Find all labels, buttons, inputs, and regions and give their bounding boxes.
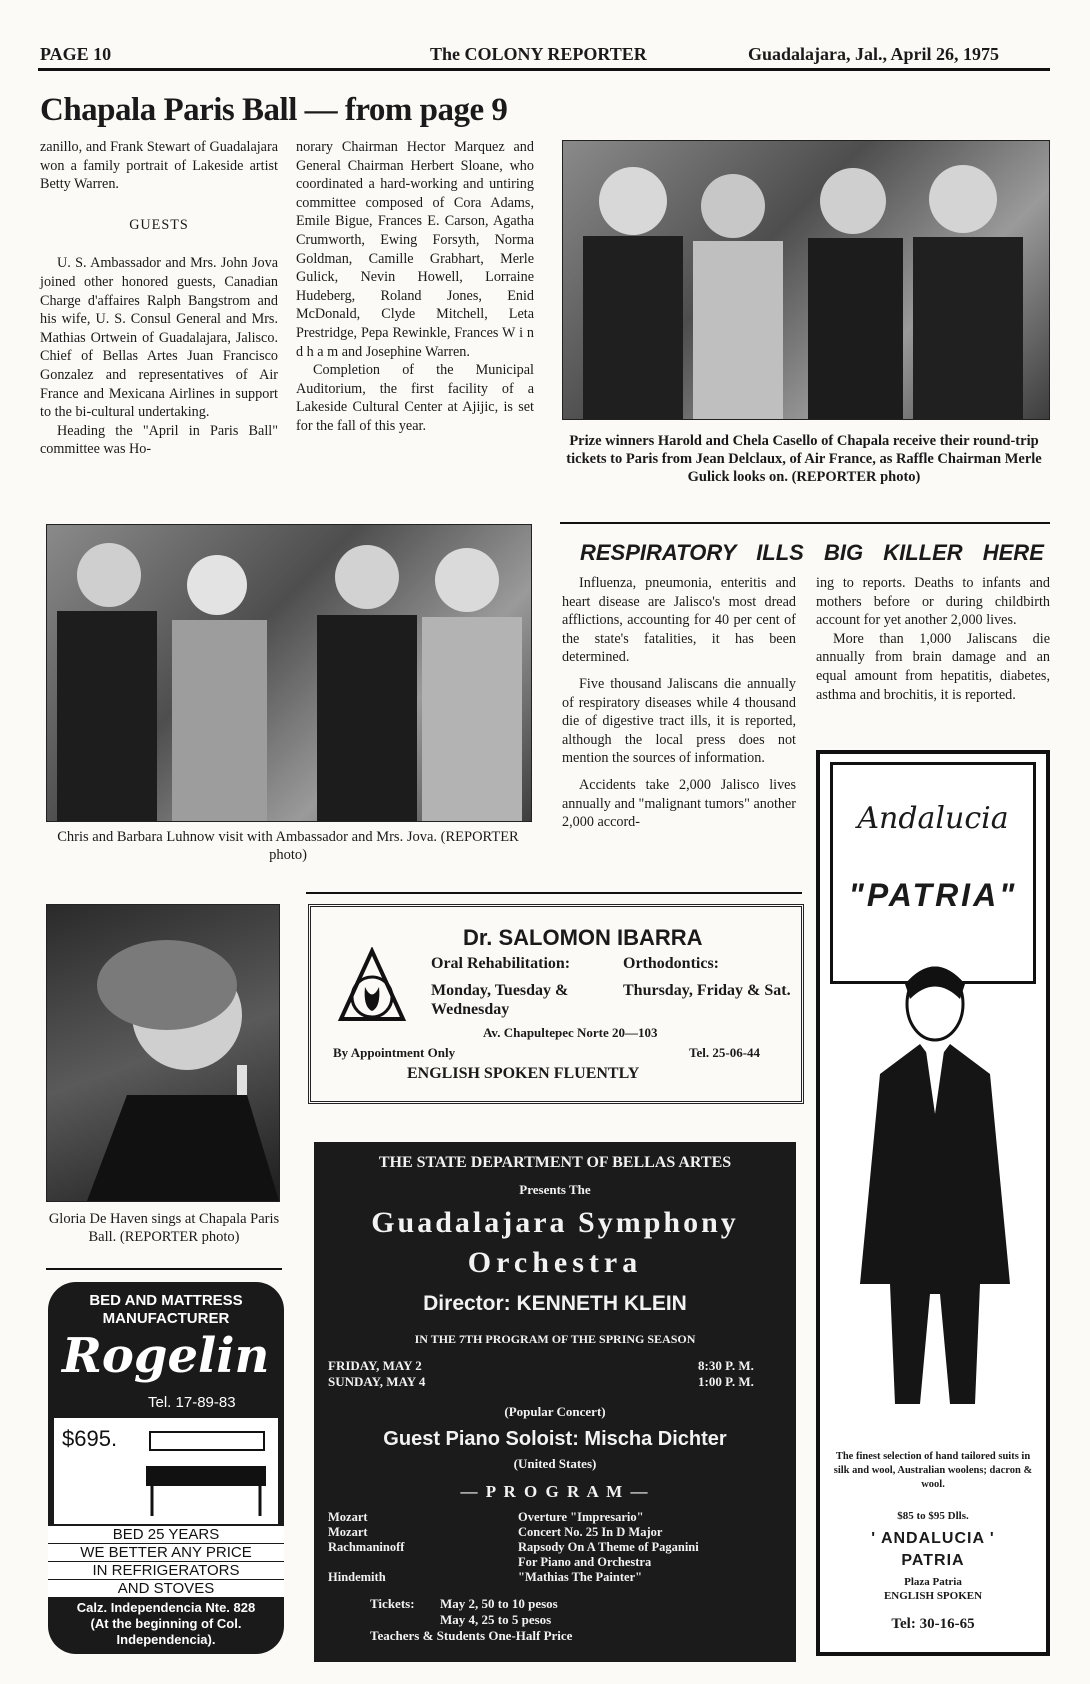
prize-winners-photo — [562, 140, 1050, 420]
resp-headline: RESPIRATORY ILLS BIG KILLER HERE — [580, 540, 1044, 565]
symphony-program-head: — P R O G R A M — — [460, 1482, 650, 1501]
program-work: Overture "Impresario" — [518, 1510, 644, 1524]
program-row — [328, 1555, 788, 1570]
patria-description: The finest selection of hand tailored suits in silk and wool, Australian woolens; dacron & wool. — [833, 1451, 1033, 1490]
symphony-ad — [314, 1142, 796, 1662]
program-row — [328, 1525, 788, 1540]
ball-paragraph: norary Chairman Hector Marquez and General Chairman Herbert Sloane, who coordinated a hard-working and untiring committee composed of Cora Adams, Emile Bigue, Frances E. Carson, Agatha Crumworth, Ewing Forsyth, Norma Goldman, Camille Grabhart, Merle Gulick, Nevin Howell, Lorraine Hudeberg, Roland Jones, Enid McDonald, Clyde Mitchell, Leta Prestridge, Pepa Rewinkle, Frances W i n d h a m and Josephine Warren. — [296, 139, 534, 360]
rogelin-beginning: (At the beginning of Col. — [90, 1616, 242, 1631]
resp-paragraph: Influenza, pneumonia, enteritis and heart disease are Jalisco's most dread afflictions, accounting for 40 per cent of the state's fatalities, it has been determined. — [562, 575, 796, 666]
resp-rule — [560, 522, 1050, 524]
ball-paragraph: zanillo, and Frank Stewart of Guadalajara won a family portrait of Lakeside artist Betty Warren. — [40, 139, 278, 193]
symphony-date-1: FRIDAY, MAY 2 — [328, 1358, 422, 1373]
patria-price: $85 to $95 Dlls. — [897, 1510, 969, 1522]
resp-paragraph: ing to reports. Deaths to infants and mothers before or during childbirth account for yet another 2,000 lives. — [816, 575, 1050, 629]
ibarra-english: ENGLISH SPOKEN FLUENTLY — [407, 1065, 640, 1082]
symphony-country: (United States) — [513, 1456, 597, 1471]
resp-paragraph: More than 1,000 Jaliscans die annually from brain damage and an equal amount from hepatitis, diabetes, asthma and brochitis, it is reported. — [816, 630, 1050, 703]
ball-column-2 — [296, 138, 534, 436]
patria-tel: Tel: 30-16-65 — [891, 1616, 975, 1632]
symphony-time-1: 8:30 P. M. — [698, 1358, 754, 1373]
patria-name-2: PATRIA — [901, 1552, 965, 1569]
symphony-tickets-1: May 2, 50 to 10 pesos — [440, 1596, 558, 1611]
photo-figures-icon — [47, 525, 531, 821]
page-number: PAGE 10 — [40, 44, 112, 64]
header-rule — [38, 68, 1050, 71]
program-row — [328, 1540, 788, 1555]
patria-name-1: ' ANDALUCIA ' — [871, 1530, 995, 1547]
rogelin-brand: Rogelin — [62, 1328, 270, 1384]
ball-paragraph: Heading the "April in Paris Ball" committee was Ho- — [40, 422, 278, 458]
rogelin-ad — [48, 1282, 284, 1654]
symphony-director: Director: KENNETH KLEIN — [423, 1292, 687, 1315]
gloria-caption: Gloria De Haven sings at Chapala Paris Ball. (REPORTER photo) — [48, 1211, 280, 1245]
rogelin-address: Calz. Independencia Nte. 828 — [76, 1600, 256, 1615]
paper-title: The COLONY REPORTER — [430, 44, 647, 64]
ibarra-spec-2: Orthodontics: — [623, 955, 719, 972]
luhnow-caption: Chris and Barbara Luhnow visit with Ambassador and Mrs. Jova. (REPORTER photo) — [57, 829, 519, 863]
guests-subhead: GUESTS — [129, 216, 189, 233]
program-work: Concert No. 25 In D Major — [518, 1525, 663, 1539]
rogelin-top: BED AND MATTRESS MANUFACTURER — [89, 1292, 243, 1327]
ibarra-ad — [308, 904, 804, 1104]
singer-figure-icon — [47, 905, 279, 1201]
symphony-presents: Presents The — [519, 1182, 591, 1197]
bed-icon — [144, 1426, 270, 1518]
ibarra-address: Av. Chapultepec Norte 20—103 — [483, 1025, 658, 1040]
ball-paragraph: Completion of the Municipal Auditorium, the first facility of a Lakeside Cultural Center at Ajijic, is set for the fall of this year. — [296, 362, 534, 434]
symphony-title-1: Guadalajara Symphony — [371, 1206, 739, 1239]
program-composer: Mozart — [328, 1525, 368, 1539]
ibarra-name: Dr. SALOMON IBARRA — [463, 925, 703, 950]
luhnow-photo — [46, 524, 532, 822]
program-composer: Rachmaninoff — [328, 1540, 405, 1554]
rogelin-bed-panel — [54, 1418, 278, 1524]
symphony-presenter: THE STATE DEPARTMENT OF BELLAS ARTES — [378, 1154, 732, 1171]
patria-banner — [830, 762, 1036, 984]
program-row — [328, 1510, 788, 1525]
program-work: Rapsody On A Theme of Paganini — [518, 1540, 699, 1554]
symphony-program-line: IN THE 7TH PROGRAM OF THE SPRING SEASON — [414, 1332, 696, 1346]
rogelin-tel: Tel. 17-89-83 — [148, 1394, 236, 1411]
rogelin-better: WE BETTER ANY PRICE — [48, 1544, 284, 1561]
tailored-suit-man-icon — [840, 954, 1030, 1404]
program-composer: Hindemith — [328, 1570, 386, 1584]
resp-paragraph: Five thousand Jaliscans die annually of respiratory diseases while 4 thousand die of digestive tract ills, it is reported, although the local press does not mention the sources of information. — [562, 675, 796, 767]
dateline: Guadalajara, Jal., April 26, 1975 — [748, 44, 1000, 64]
symphony-tickets-3: Teachers & Students One-Half Price — [370, 1628, 573, 1643]
ibarra-spec-1: Oral Rehabilitation: — [431, 955, 571, 972]
photo-figures-icon — [563, 141, 1049, 419]
ibarra-days-2: Thursday, Friday & Sat. — [623, 982, 791, 999]
patria-plaza: Plaza Patria — [904, 1576, 962, 1588]
program-work: For Piano and Orchestra — [518, 1555, 652, 1569]
rogelin-stoves: AND STOVES — [48, 1580, 284, 1597]
rogelin-refrigerators: IN REFRIGERATORS — [48, 1562, 284, 1579]
program-row — [328, 1570, 788, 1585]
patria-ad — [816, 750, 1050, 1656]
ibarra-tel: Tel. 25-06-44 — [689, 1045, 761, 1060]
resp-column-1 — [562, 574, 796, 832]
ball-column-1 — [40, 138, 278, 459]
prize-caption: Prize winners Harold and Chela Casello of Chapala receive their round-trip tickets to Paris from Jean Delclaux, of Air France, as Raffle Chairman Merle Gulick looks on. (REPORTER photo) — [566, 433, 1042, 485]
ad-top-rule — [306, 892, 802, 894]
rogelin-independencia: Independencia). — [116, 1632, 216, 1647]
symphony-tickets-label: Tickets: — [370, 1596, 415, 1611]
program-composer — [328, 1555, 518, 1570]
rogelin-price: $695. — [62, 1426, 118, 1451]
ibarra-appointment: By Appointment Only — [333, 1045, 456, 1060]
dental-logo-icon — [337, 947, 407, 1027]
symphony-date-2: SUNDAY, MAY 4 — [328, 1374, 426, 1389]
gloria-photo — [46, 904, 280, 1202]
resp-paragraph: Accidents take 2,000 Jalisco lives annually and "malignant tumors" another 2,000 accord- — [562, 776, 796, 831]
symphony-soloist: Guest Piano Soloist: Mischa Dichter — [383, 1428, 727, 1450]
symphony-title-2: Orchestra — [467, 1246, 643, 1279]
patria-script: Andalucia — [857, 801, 1009, 836]
rogelin-bed-years: BED 25 YEARS — [48, 1526, 284, 1543]
resp-column-2 — [816, 574, 1050, 704]
patria-brand: "PATRIA" — [848, 877, 1018, 913]
program-composer: Mozart — [328, 1510, 368, 1524]
patria-english: ENGLISH SPOKEN — [883, 1590, 983, 1602]
gloria-rule — [46, 1268, 282, 1270]
symphony-time-2: 1:00 P. M. — [698, 1374, 754, 1389]
symphony-tickets-2: May 4, 25 to 5 pesos — [440, 1612, 552, 1627]
ball-headline: Chapala Paris Ball — from page 9 — [40, 92, 508, 128]
symphony-program-list — [328, 1510, 788, 1585]
ball-paragraph: U. S. Ambassador and Mrs. John Jova joined other honored guests, Canadian Charge d'affaires Ralph Bangstrom and his wife, U. S. Consul General and Mrs. Mathias Ortwein of Guadalajara, Jalisco. Chief of Bellas Artes Juan Francisco Gonzalez and representatives of Air France and Mexicana Airlines in support to the bi-cultural undertaking. — [40, 255, 278, 421]
symphony-popular: (Popular Concert) — [504, 1404, 606, 1419]
program-work: "Mathias The Painter" — [518, 1570, 643, 1584]
ibarra-days-1: Monday, Tuesday & Wednesday — [431, 982, 569, 1018]
